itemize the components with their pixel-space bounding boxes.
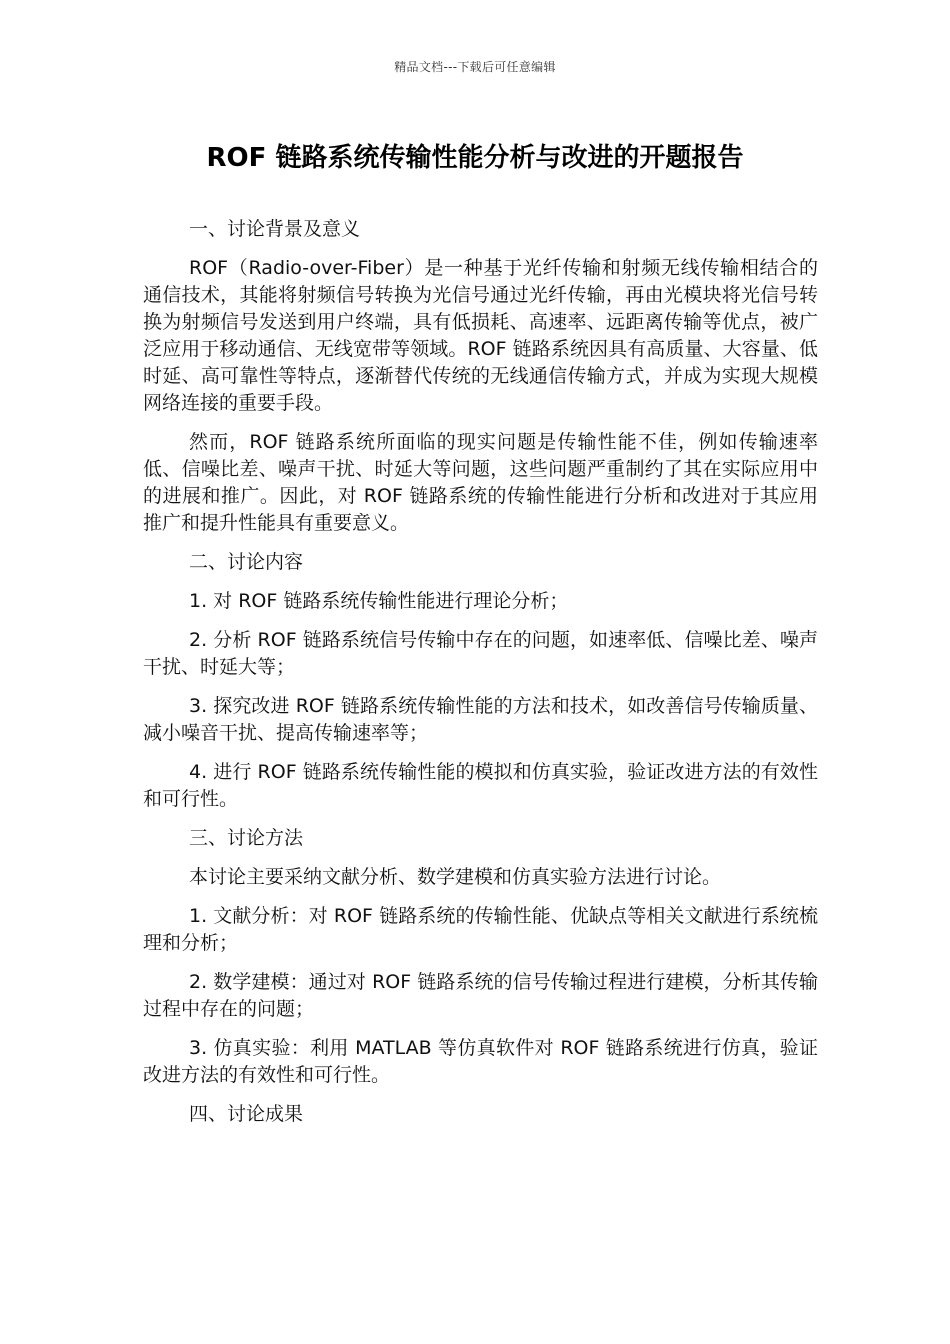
list-item-content-3: 3. 探究改进 ROF 链路系统传输性能的方法和技术，如改善信号传输质量、减小噪音干扰、提高传输速率等； (143, 695, 818, 744)
list-item-method-3: 3. 仿真实验：利用 MATLAB 等仿真软件对 ROF 链路系统进行仿真，验证改进方法的有效性和可行性。 (143, 1037, 818, 1086)
section-heading-background: 一、讨论背景及意义 (189, 218, 361, 240)
list-item-content-2: 2. 分析 ROF 链路系统信号传输中存在的问题，如速率低、信噪比差、噪声干扰、时延大等； (143, 629, 818, 678)
section-heading-results: 四、讨论成果 (189, 1103, 304, 1125)
section-heading-method: 三、讨论方法 (189, 827, 304, 849)
paragraph-problems: 然而，ROF 链路系统所面临的现实问题是传输性能不佳，例如传输速率低、信噪比差、噪声干扰、时延大等问题，这些问题严重制约了其在实际应用中的进展和推广。因此，对 ROF 链路系统的传输性能进行分析和改进对于其应用推广和提升性能具有重要意义。 (143, 431, 818, 534)
paragraph-rof-intro: ROF（Radio-over-Fiber）是一种基于光纤传输和射频无线传输相结合的通信技术，其能将射频信号转换为光信号通过光纤传输，再由光模块将光信号转换为射频信号发送到用户终端，具有低损耗、高速率、远距离传输等优点，被广泛应用于移动通信、无线宽带等领域。ROF 链路系统因具有高质量、大容量、低时延、高可靠性等特点，逐渐替代传统的无线通信传输方式，并成为实现大规模网络连接的重要手段。 (143, 257, 818, 414)
list-item-method-2: 2. 数学建模：通过对 ROF 链路系统的信号传输过程进行建模，分析其传输过程中存在的问题； (143, 971, 818, 1020)
paragraph-method-intro: 本讨论主要采纳文献分析、数学建模和仿真实验方法进行讨论。 (189, 866, 722, 888)
document-title: ROF 链路系统传输性能分析与改进的开题报告 (206, 143, 744, 173)
list-item-content-4: 4. 进行 ROF 链路系统传输性能的模拟和仿真实验，验证改进方法的有效性和可行性。 (143, 761, 818, 810)
document-body (143, 216, 818, 1140)
list-item-content-1: 1. 对 ROF 链路系统传输性能进行理论分析； (189, 590, 569, 612)
header-note: 精品文档---下载后可任意编辑 (394, 60, 556, 74)
section-heading-content: 二、讨论内容 (189, 551, 304, 573)
list-item-method-1: 1. 文献分析：对 ROF 链路系统的传输性能、优缺点等相关文献进行系统梳理和分析； (143, 905, 818, 954)
